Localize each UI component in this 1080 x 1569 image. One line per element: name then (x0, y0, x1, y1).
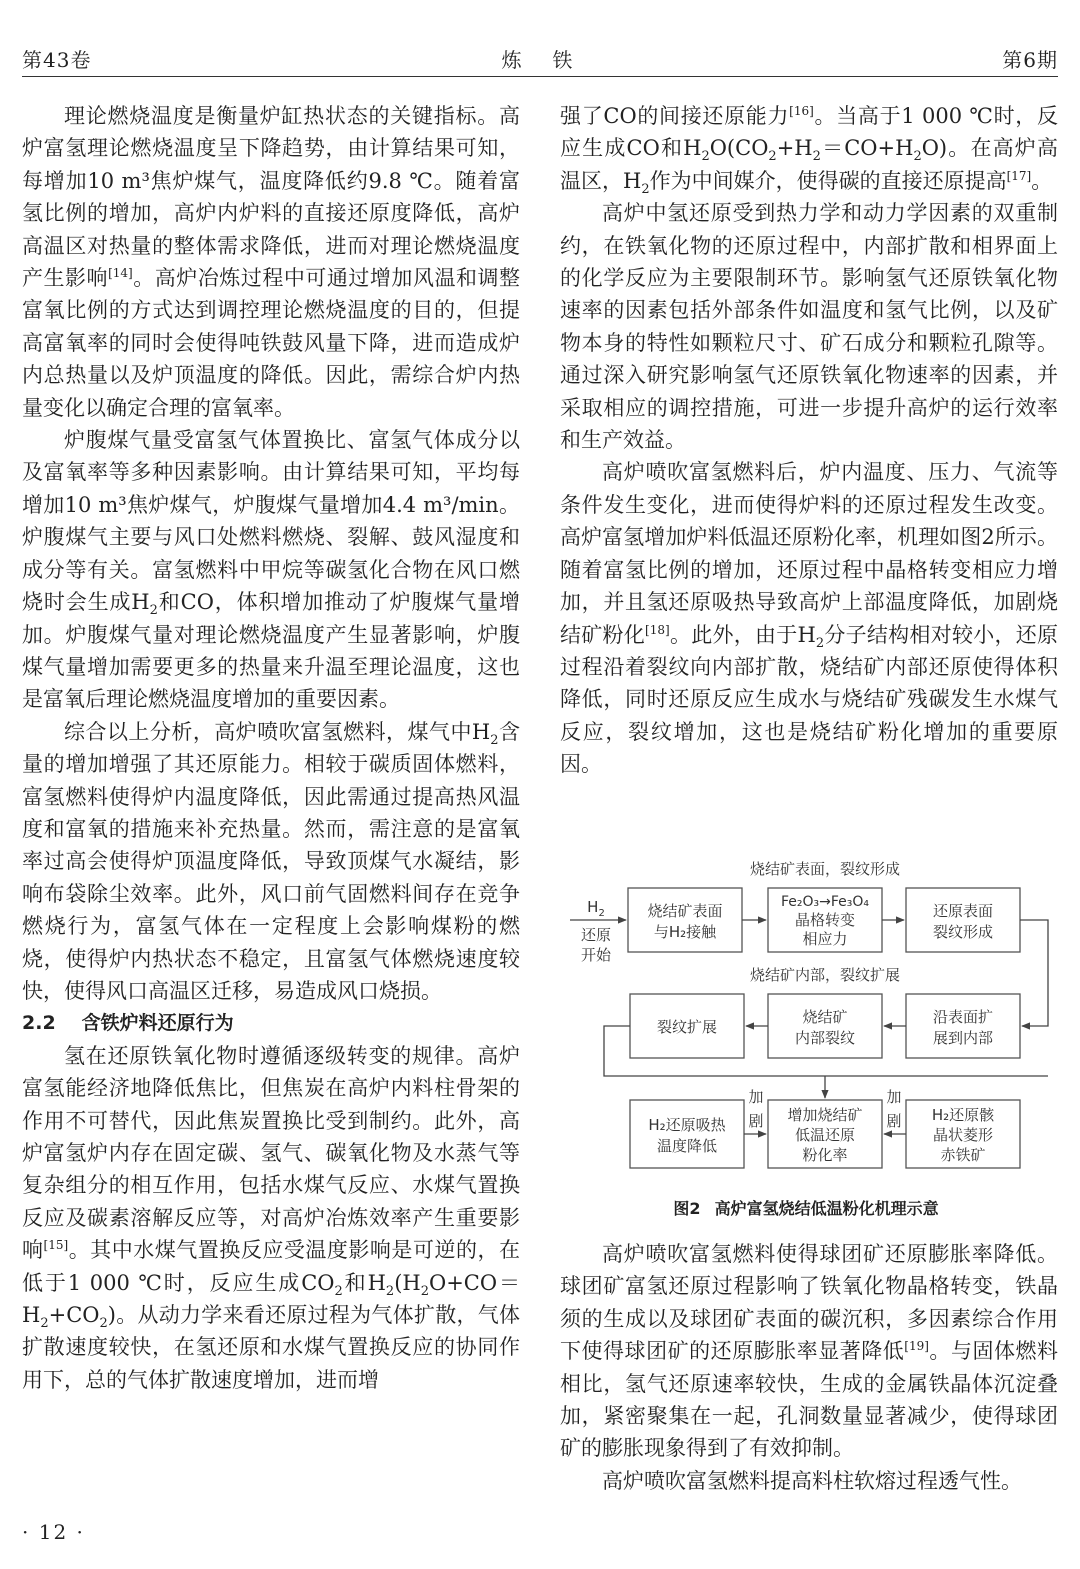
b2-line1: Fe₂O₃→Fe₃O₄ (780, 894, 870, 910)
page-number: · 12 · (22, 1520, 85, 1544)
right-paragraph-2: 高炉中氢还原受到热力学和动力学因素的双重制约，在铁氧化物的还原过程中，内部扩散和相界面上的化学反应为主要限制环节。影响氢气还原铁氧化物速率的因素包括外部条件如温度和氢气比例，以及矿物本身的特性如颗粒尺寸、矿石成分和颗粒孔隙等。通过深入研究影响氢气还原铁氧化物速率的因素，并采取相应的调控措施，可进一步提升高炉的运行效率和生产效益。 (560, 201, 1058, 453)
left-paragraph-2: 炉腹煤气量受富氢气体置换比、富氢气体成分以及富氧率等多种因素影响。由计算结果可知，平均每增加10 m³焦炉煤气，炉腹煤气量增加4.4 m³/min。炉腹煤气主要与风口处燃料燃烧、裂解、鼓风湿度和成分等有关。富氢燃料中甲烷等碳氢化合物在风口燃烧时会生成$H_2$和CO，体积增加推动了炉腹煤气量增加。炉腹煤气量对理论燃烧温度产生显著影响，炉腹煤气量增加需要更多的热量来升温至理论温度，这也是富氧后理论燃烧温度增加的重要因素。 (22, 428, 520, 712)
b6-line2: 展到内部 (932, 1029, 994, 1047)
b2-line3: 相应力 (802, 930, 848, 948)
b9-line2: 晶状菱形 (932, 1126, 994, 1144)
box-endothermic-cooling (630, 1100, 744, 1168)
box-surface-contact (628, 888, 742, 952)
section-heading: 2.2 含铁炉料还原行为 (22, 1012, 234, 1035)
row2-title: 烧结矿内部，裂纹扩展 (749, 966, 901, 984)
b7-line1: H₂还原吸热 (648, 1116, 726, 1134)
b4-text: 裂纹扩展 (656, 1018, 718, 1036)
box-internal-crack (768, 994, 882, 1058)
b9-line1: H₂还原骸 (931, 1106, 995, 1124)
journal-title: 炼 铁 (501, 48, 579, 72)
right-column-upper (560, 100, 1058, 781)
b6-line1: 沿表面扩 (932, 1008, 994, 1026)
right-paragraph-5: 高炉喷吹富氢燃料提高料柱软熔过程透气性。 (602, 1468, 1022, 1493)
b7-line2: 温度降低 (656, 1137, 718, 1155)
b8-line2: 低温还原 (794, 1126, 856, 1144)
left-paragraph-3: 综合以上分析，高炉喷吹富氢燃料，煤气中$H_2$含量的增加增强了其还原能力。相较于碳质固体燃料，富氢燃料使得炉内温度降低，因此需通过提高热风温度和富氧的措施来补充热量。然而，需注意的是富氧率过高会使得炉顶温度降低，导致顶煤气水凝结，影响布袋除尘效率。此外，风口前气固燃料间存在竞争燃烧行为，富氢气体在一定程度上会影响煤粉的燃烧，使得炉内热状态不稳定，且富氢气体燃烧速度较快，使得风口高温区迁移，易造成风口烧损。 (22, 719, 521, 1003)
volume-label: 第43卷 (22, 48, 92, 72)
b2-line2: 晶格转变 (794, 911, 856, 929)
right-column-lower (560, 1238, 1058, 1497)
figure-2-diagram (560, 850, 1060, 1190)
b5-line1: 烧结矿 (802, 1008, 848, 1026)
intensify-left-2: 剧 (748, 1112, 764, 1130)
arrow-down-right (1020, 920, 1048, 1026)
b5-line2: 内部裂纹 (794, 1029, 856, 1047)
row1-title: 烧结矿表面，裂纹形成 (749, 860, 901, 878)
start-label-2: 开始 (580, 946, 612, 964)
b1-line2: 与H₂接触 (653, 923, 717, 941)
b1-line1: 烧结矿表面 (647, 902, 723, 920)
right-paragraph-4: 高炉喷吹富氢燃料使得球团矿还原膨胀率降低。球团矿富氢还原过程影响了铁氧化物晶格转变，铁晶须的生成以及球团矿表面的碳沉积，多因素综合作用下使得球团矿的还原膨胀率显著降低[19]。与固体燃料相比，氢气还原速率较快，生成的金属铁晶体沉淀叠加，紧密聚集在一起，孔洞数量显著减少，使得球团矿的膨胀现象得到了有效抑制。 (560, 1242, 1059, 1461)
box-surface-crack (906, 888, 1020, 952)
left-paragraph-1: 理论燃烧温度是衡量炉缸热状态的关键指标。高炉富氢理论燃烧温度呈下降趋势，由计算结果可知，每增加10 m³焦炉煤气，温度降低约9.8 ℃。随着富氢比例的增加，高炉内炉料的直接还原度降低，高炉高温区对热量的整体需求降低，进而对理论燃烧温度产生影响[14]。高炉冶炼过程中可通过增加风温和调整富氧比例的方式达到调控理论燃烧温度的目的，但提高富氧率的同时会使得吨铁鼓风量下降，进而造成炉内总热量以及炉顶温度的降低。因此，需综合炉内热量变化以确定合理的富氧率。 (22, 104, 521, 420)
issue-label: 第6期 (1002, 48, 1058, 72)
box-extend-inward (906, 994, 1020, 1058)
b8-line3: 粉化率 (802, 1146, 848, 1164)
header-rule (22, 76, 1058, 77)
start-label-1: 还原 (580, 926, 612, 944)
left-paragraph-4: 氢在还原铁氧化物时遵循逐级转变的规律。高炉富氢能经济地降低焦比，但焦炭在高炉内料柱骨架的作用不可替代，因此焦炭置换比受到制约。此外，高炉富氢炉内存在固定碳、氢气、碳氧化物及水蒸气等复杂组分的相互作用，包括水煤气反应、水煤气置换反应及碳素溶解反应等，对高炉冶炼效率产生重要影响[15]。其中水煤气置换反应受温度影响是可逆的，在低于1 000 ℃时，反应生成$CO_2$和$H_2(H_2O+CO=H_2+CO_2)$。从动力学来看还原过程为气体扩散，气体扩散速度较快，在氢还原和水煤气置换反应的协同作用下，总的气体扩散速度增加，进而增 (22, 1043, 521, 1392)
right-paragraph-1: 强了CO的间接还原能力[16]。当高于1 000 ℃时，反应生成CO和$H_2O(CO_2+H_2=CO+H_2O)$。在高炉高温区，$H_2$作为中间媒介，使得碳的直接还原提高[17]。 (560, 104, 1058, 197)
b9-line3: 赤铁矿 (940, 1146, 986, 1164)
left-column (22, 100, 520, 1396)
intensify-right-1: 加 (886, 1088, 902, 1106)
right-paragraph-3: 高炉喷吹富氢燃料后，炉内温度、压力、气流等条件发生变化，进而使得炉料的还原过程发生改变。高炉富氢增加炉料低温还原粉化率，机理如图2所示。随着富氢比例的增加，还原过程中晶格转变相应力增加，并且氢还原吸热导致高炉上部温度降低，加剧烧结矿粉化[18]。此外，由于$H_2$分子结构相对较小，还原过程沿着裂纹向内部扩散，烧结矿内部还原使得体积降低，同时还原反应生成水与烧结矿残碳发生水煤气反应，裂纹增加，这也是烧结矿粉化增加的重要原因。 (560, 460, 1058, 777)
b3-line1: 还原表面 (932, 902, 994, 920)
b8-line1: 增加烧结矿 (787, 1106, 863, 1124)
start-h2: $H_2$ (587, 898, 605, 919)
intensify-left-1: 加 (748, 1088, 764, 1106)
b3-line2: 裂纹形成 (932, 923, 994, 941)
intensify-right-2: 剧 (886, 1112, 902, 1130)
figure-caption: 图2 高炉富氢烧结低温粉化机理示意 (673, 1199, 939, 1218)
